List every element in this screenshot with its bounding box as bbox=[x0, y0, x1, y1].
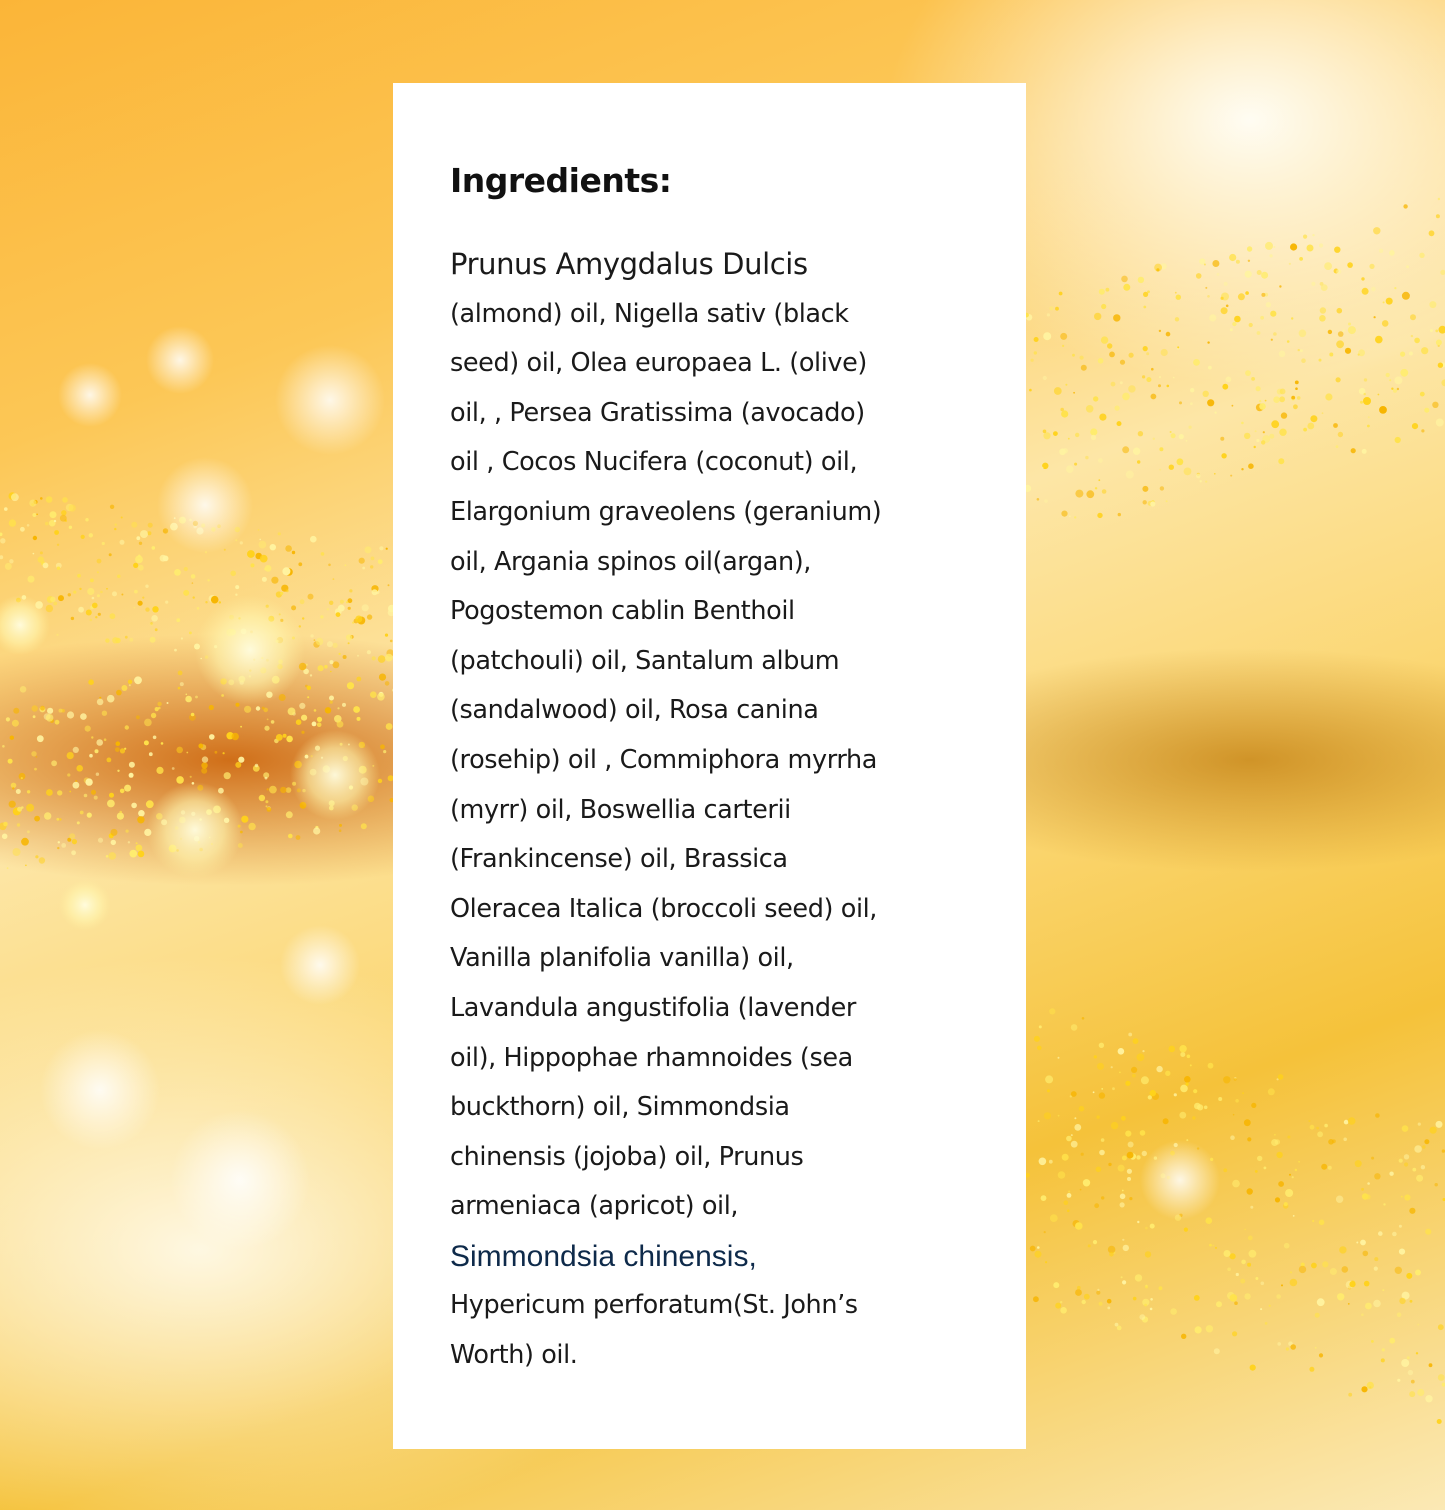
ingredient-line: seed) oil, Olea europaea L. (olive) bbox=[450, 348, 867, 379]
ingredients-list bbox=[450, 240, 976, 1381]
ingredient-line: Prunus Amygdalus Dulcis bbox=[450, 247, 808, 281]
ingredient-line: oil , Cocos Nucifera (coconut) oil, bbox=[450, 447, 858, 478]
ingredient-line: (Frankincense) oil, Brassica bbox=[450, 844, 788, 875]
ingredient-line: Vanilla planifolia vanilla) oil, bbox=[450, 943, 794, 974]
ingredient-line: (sandalwood) oil, Rosa canina bbox=[450, 695, 819, 726]
ingredient-line: oil), Hippophae rhamnoides (sea bbox=[450, 1042, 853, 1073]
ingredient-line: Pogostemon cablin Benthoil bbox=[450, 596, 795, 627]
ingredient-line: Oleracea Italica (broccoli seed) oil, bbox=[450, 893, 878, 924]
ingredient-line: Hypericum perforatum(St. John’s bbox=[450, 1290, 858, 1321]
ingredients-panel bbox=[393, 83, 1026, 1449]
ingredient-line: Elargonium graveolens (geranium) bbox=[450, 496, 882, 527]
ingredient-line: (rosehip) oil , Commiphora myrrha bbox=[450, 744, 877, 775]
ingredients-heading: Ingredients: bbox=[450, 161, 672, 200]
ingredient-line: oil, , Persea Gratissima (avocado) bbox=[450, 397, 865, 428]
ingredient-line: oil, Argania spinos oil(argan), bbox=[450, 546, 811, 577]
ingredient-line: armeniaca (apricot) oil, bbox=[450, 1191, 739, 1222]
ingredient-line: buckthorn) oil, Simmondsia bbox=[450, 1092, 790, 1123]
ingredient-line: chinensis (jojoba) oil, Prunus bbox=[450, 1141, 804, 1172]
ingredient-line-highlight: Simmondsia chinensis, bbox=[450, 1239, 757, 1273]
ingredient-line: (almond) oil, Nigella sativ (black bbox=[450, 298, 849, 329]
ingredient-line: (myrr) oil, Boswellia carterii bbox=[450, 794, 791, 825]
ingredient-line: Worth) oil. bbox=[450, 1340, 578, 1371]
ingredient-line: (patchouli) oil, Santalum album bbox=[450, 645, 840, 676]
ingredient-line: Lavandula angustifolia (lavender bbox=[450, 992, 857, 1023]
